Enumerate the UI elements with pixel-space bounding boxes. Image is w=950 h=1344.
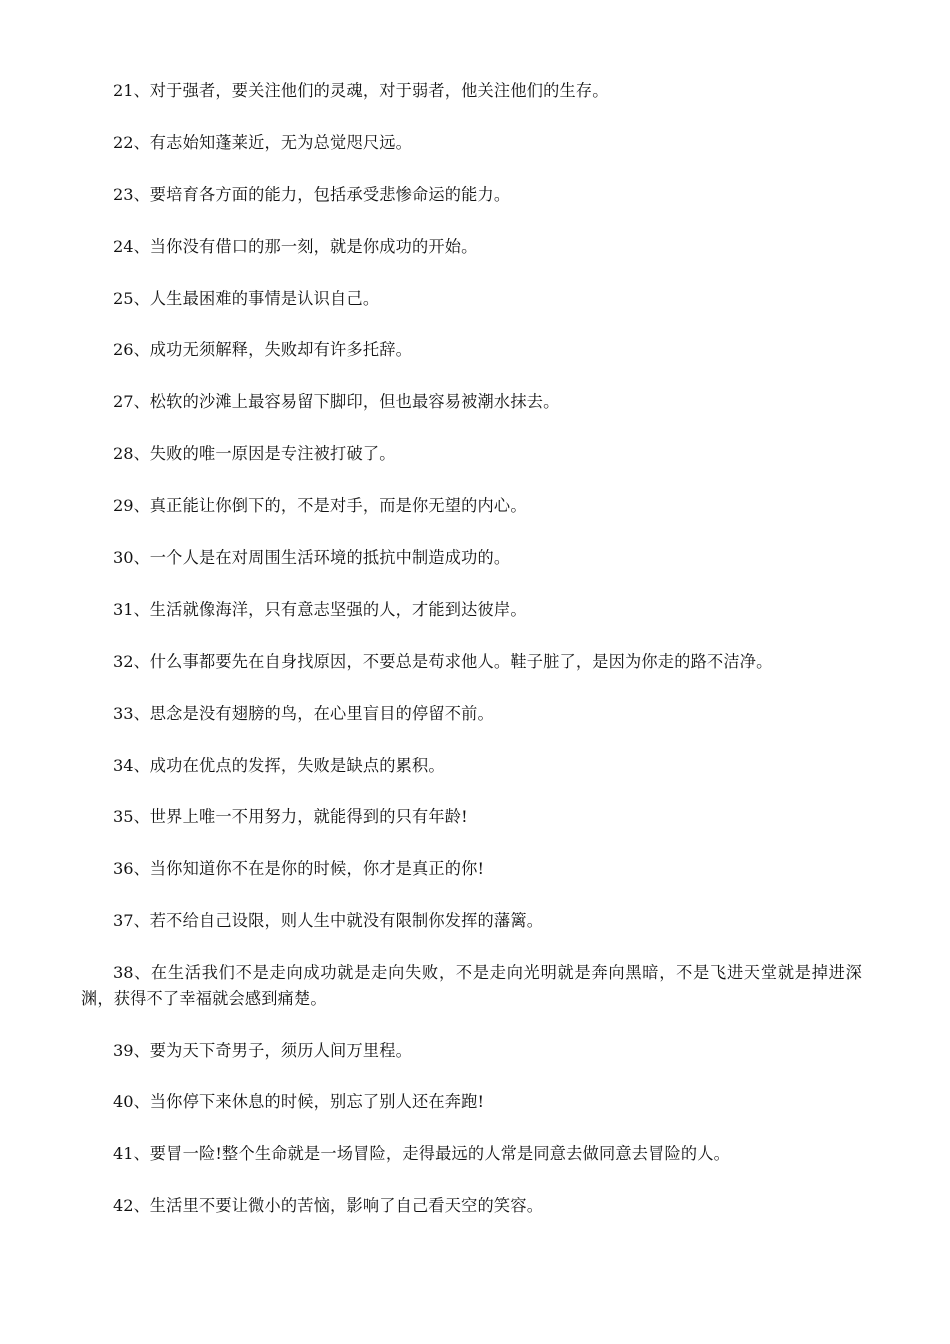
quote-text: 要冒一险!整个生命就是一场冒险，走得最远的人常是同意去做同意去冒险的人。 [149,1144,731,1164]
quote-text: 世界上唯一不用努力，就能得到的只有年龄! [149,807,468,827]
quote-number: 33、 [113,703,150,723]
quote-text: 失败的唯一原因是专注被打破了。 [149,444,396,464]
quote-25 [81,286,862,312]
quote-text: 要培育各方面的能力，包括承受悲惨命运的能力。 [149,184,511,204]
quote-text: 成功在优点的发挥，失败是缺点的累积。 [149,755,445,775]
quote-41 [81,1141,862,1167]
quote-31 [81,597,862,623]
quote-23 [81,182,862,208]
quote-number: 35、 [113,807,150,827]
quote-number: 26、 [113,340,150,360]
quote-24 [81,234,862,260]
quote-text: 要为天下奇男子，须历人间万里程。 [149,1040,412,1060]
quote-number: 42、 [113,1196,150,1216]
quote-text: 成功无须解释，失败却有许多托辞。 [149,340,412,360]
quote-number: 24、 [113,236,150,256]
quote-33 [81,701,862,727]
quote-21 [81,78,862,104]
quote-number: 40、 [113,1092,150,1112]
quote-number: 31、 [113,599,150,619]
quote-number: 21、 [113,81,150,100]
quote-number: 32、 [113,651,150,671]
quote-number: 28、 [113,444,150,464]
quote-29 [81,493,862,519]
quote-number: 25、 [113,288,150,308]
quote-number: 37、 [113,911,150,931]
quote-text: 当你没有借口的那一刻，就是你成功的开始。 [149,236,478,256]
quote-number: 38、 [113,963,151,983]
quote-30 [81,545,862,571]
quote-text: 对于强者，要关注他们的灵魂，对于弱者，他关注他们的生存。 [149,81,609,100]
quote-text: 思念是没有翅膀的鸟，在心里盲目的停留不前。 [149,703,494,723]
quote-22 [81,130,862,156]
quote-36 [81,856,862,882]
quote-text: 在生活我们不是走向成功就是走向失败，不是走向光明就是奔向黑暗，不是飞进天堂就是掉进深渊，获得不了幸福就会感到痛楚。 [81,963,862,1008]
quote-text: 一个人是在对周围生活环境的抵抗中制造成功的。 [149,548,511,568]
quote-35 [81,804,862,830]
quote-number: 39、 [113,1040,150,1060]
quote-number: 22、 [113,132,150,152]
quote-32 [81,649,862,675]
quote-text: 有志始知蓬莱近，无为总觉咫尺远。 [149,132,412,152]
quote-38 [81,960,862,1011]
quote-text: 当你知道你不在是你的时候，你才是真正的你! [149,859,485,879]
quote-number: 27、 [113,392,150,412]
quote-text: 生活里不要让微小的苦恼，影响了自己看天空的笑容。 [149,1196,544,1216]
quote-number: 41、 [113,1144,150,1164]
quote-text: 人生最困难的事情是认识自己。 [149,288,380,308]
quote-42 [81,1193,862,1219]
quote-number: 29、 [113,496,150,516]
quote-28 [81,441,862,467]
quote-text: 松软的沙滩上最容易留下脚印，但也最容易被潮水抹去。 [149,392,560,412]
quote-27 [81,389,862,415]
quote-text: 生活就像海洋，只有意志坚强的人，才能到达彼岸。 [149,599,527,619]
quote-number: 23、 [113,184,150,204]
quote-number: 36、 [113,859,150,879]
quote-39 [81,1038,862,1064]
quote-number: 30、 [113,548,150,568]
quote-text: 若不给自己设限，则人生中就没有限制你发挥的藩篱。 [149,911,544,931]
quote-40 [81,1089,862,1115]
quote-26 [81,337,862,363]
quote-34 [81,753,862,779]
quote-number: 34、 [113,755,150,775]
quote-text: 当你停下来休息的时候，别忘了别人还在奔跑! [149,1092,485,1112]
quote-37 [81,908,862,934]
quote-text: 什么事都要先在自身找原因，不要总是苟求他人。鞋子脏了，是因为你走的路不洁净。 [149,651,773,671]
quote-text: 真正能让你倒下的，不是对手，而是你无望的内心。 [149,496,527,516]
